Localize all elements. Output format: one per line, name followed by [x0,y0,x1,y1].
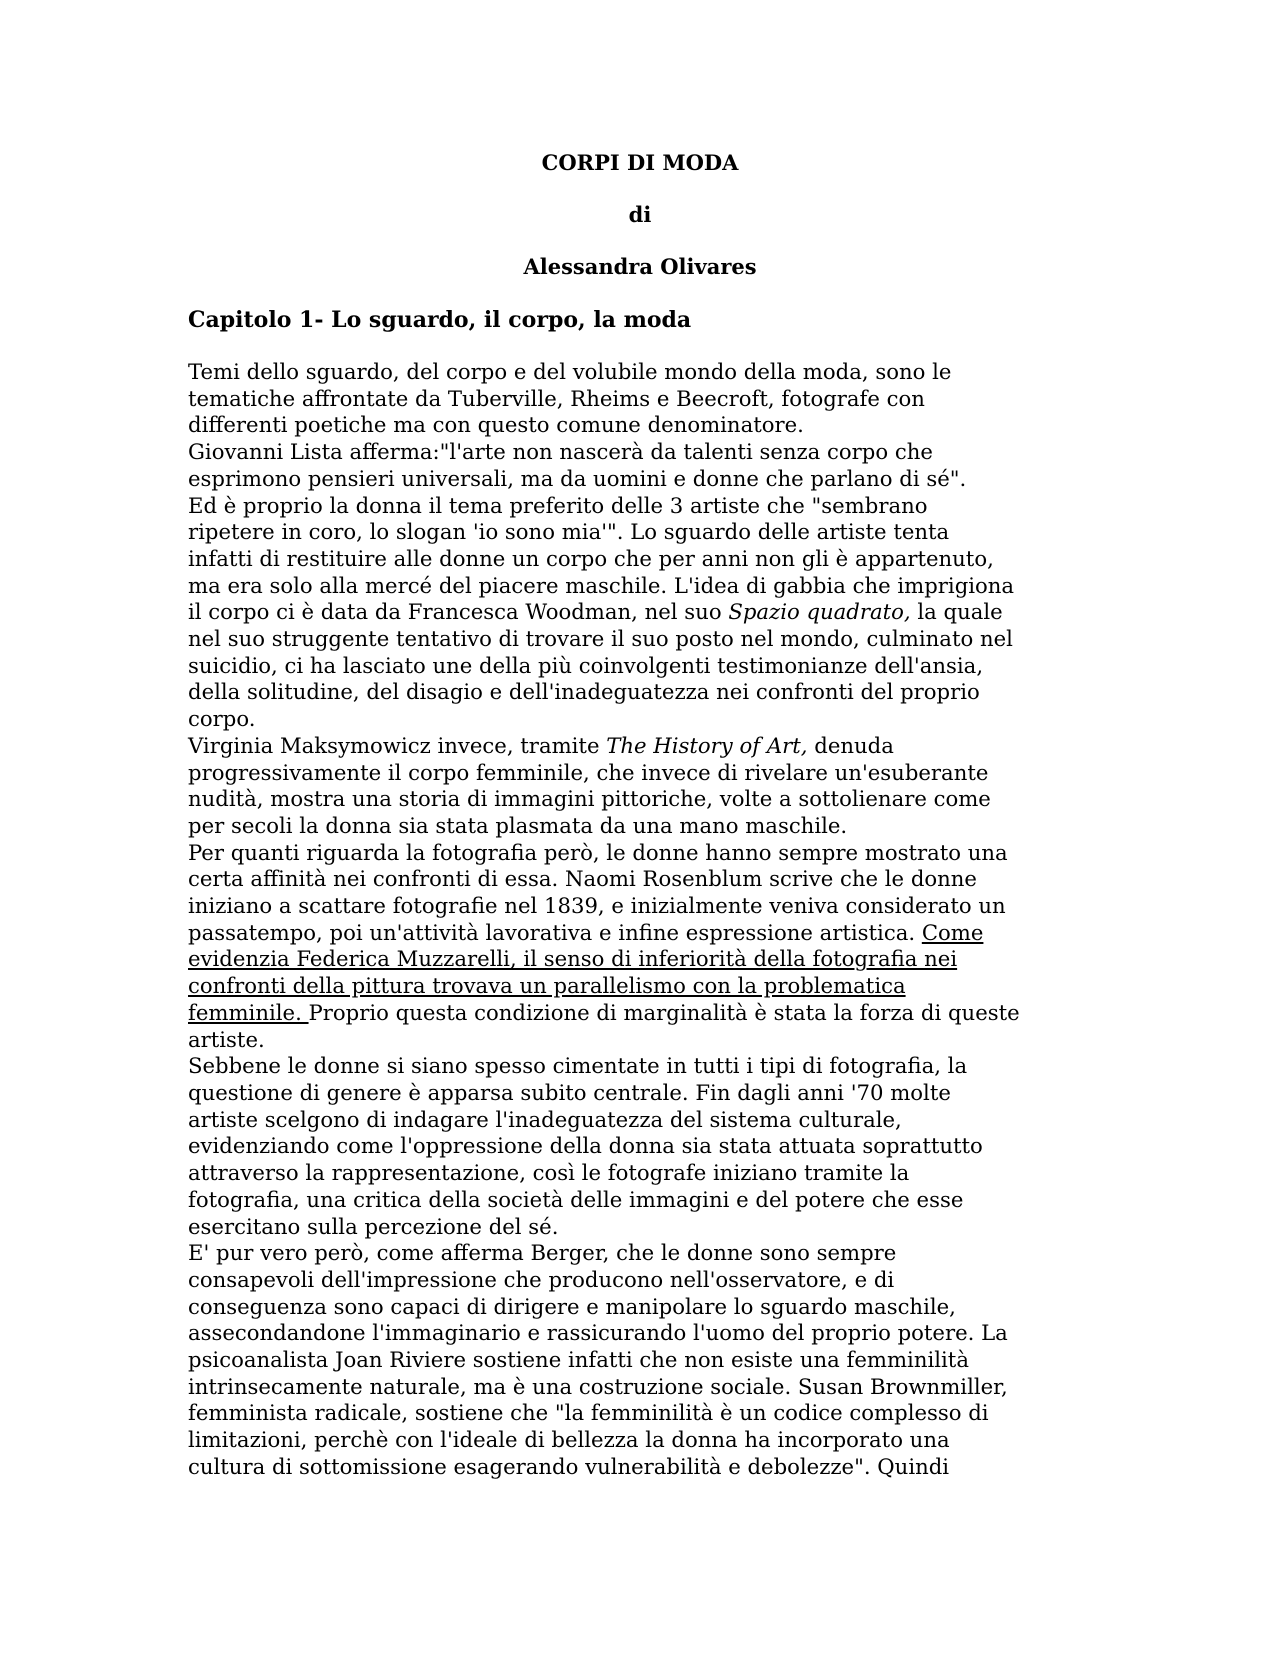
paragraph [188,1053,1108,1240]
artwork-title-italic: Spazio quadrato, [728,599,911,625]
chapter-heading: Capitolo 1- Lo sguardo, il corpo, la moda [188,307,692,333]
paragraph-text: Virginia Maksymowicz invece, tramite [188,732,607,758]
underlined-quote: Come evidenzia Federica Muzzarelli, il senso di inferiorità della fotografia nei confronti della pittura trovava un parallelismo con la problematica femminile. [188,919,984,1025]
paragraph [188,493,1108,733]
paragraph [188,359,1108,439]
byline-di: di [628,202,652,227]
paragraph [188,733,1108,840]
paragraph-text: la quale nel suo struggente tentativo di trovare il suo posto nel mondo, culminato nel suicidio, ci ha lasciato une della più coinvolgenti testimonianze dell'ansia, della solitudine, del disagio e dell'inadeguatezza nei confronti del proprio corpo. [188,599,1013,732]
paragraph [188,1240,1108,1480]
paragraph-text: Temi dello sguardo, del corpo e del volubile mondo della moda, sono le tematiche affrontate da Tuberville, Rheims e Beecroft, fotografe con differenti poetiche ma con questo comune denominatore. [188,359,952,438]
paragraph-text: E' pur vero però, come afferma Berger, che le donne sono sempre consapevoli dell'impressione che producono nell'osservatore, e di conseguenza sono capaci di dirigere e manipolare lo sguardo maschile, assecondandone l'immaginario e rassicurando l'uomo del proprio potere. La psicoanalista Joan Riviere sostiene infatti che non esiste una femminilità intrinsecamente naturale, ma è una costruzione sociale. Susan Brownmiller, femminista radicale, sostiene che "la femminilità è un codice complesso di limitazioni, perchè con l'ideale di bellezza la donna ha incorporato una cultura di sottomissione esagerando vulnerabilità e debolezze". Quindi [188,1240,1008,1479]
paragraph-text: Giovanni Lista afferma:"l'arte non nascerà da talenti senza corpo che esprimono pensieri universali, ma da uomini e donne che parlano di sé". [188,439,967,491]
paragraph-text: Ed è proprio la donna il tema preferito delle 3 artiste che "sembrano ripetere in coro, lo slogan 'io sono mia'". Lo sguardo delle artiste tenta infatti di restituire alle donne un corpo che per anni non gli è appartenuto, ma era solo alla mercé del piacere maschile. L'idea di gabbia che imprigiona il corpo ci è data da Francesca Woodman, nel suo [188,492,1015,625]
paragraph [188,439,1108,492]
author-name: Alessandra Olivares [523,254,757,279]
paragraph-text: denuda progressivamente il corpo femminile, che invece di rivelare un'esuberante nudità, mostra una storia di immagini pittoriche, volte a sottolienare come per secoli la donna sia stata plasmata da una mano maschile. [188,732,991,838]
paragraph [188,840,1108,1054]
paragraph-text: Sebbene le donne si siano spesso cimentate in tutti i tipi di fotografia, la questione di genere è apparsa subito centrale. Fin dagli anni '70 molte artiste scelgono di indagare l'inadeguatezza del sistema culturale, evidenziando come l'oppressione della donna sia stata attuata soprattutto attraverso la rappresentazione, così le fotografe iniziano tramite la fotografia, una critica della società delle immagini e del potere che esse esercitano sulla percezione del sé. [188,1053,983,1239]
document-title: CORPI DI MODA [541,150,739,175]
paragraph-text: Proprio questa condizione di marginalità è stata la forza di queste artiste. [188,999,1020,1052]
body-text [188,359,1108,1481]
artwork-title-italic: The History of Art, [606,732,808,758]
paragraph-text: Per quanti riguarda la fotografia però, le donne hanno sempre mostrato una certa affinità nei confronti di essa. Naomi Rosenblum scrive che le donne iniziano a scattare fotografie nel 1839, e inizialmente veniva considerato un passatempo, poi un'attività lavorativa e infine espressione artistica. [188,839,1008,945]
